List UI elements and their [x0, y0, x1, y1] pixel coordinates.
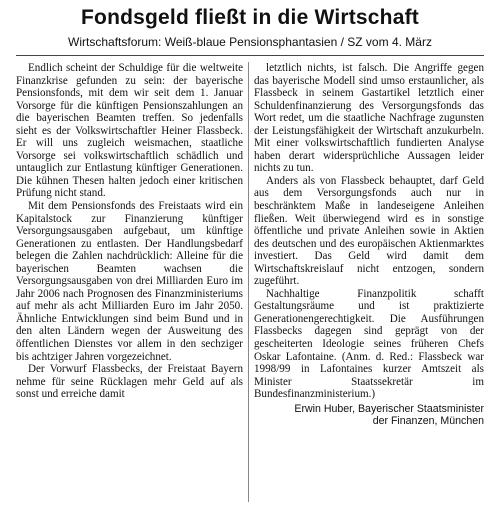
signature-line: der Finanzen, München	[372, 415, 484, 428]
paragraph: Mit dem Pensionsfonds des Freistaats wird ein Kapitalstock zur Finanzierung künftiger Versorgungsausgaben aufgebaut, um künftige Generationen zu entlasten. Der Handlungsbedarf belegen die Zahlen nachdrücklich: Alleine für die bayerischen Beamten wachsen die Versorgungsausgaben von drei Milliarden Euro im Jahr 2006 nach Prognosen des Finanzministeriums auf mehr als acht Milliarden Euro im Jahr 2050. Ähnliche Entwicklungen sind beim Bund und in den alten Ländern wegen der Ausweitung des öffentlichen Dienstes vor allem in den sechziger bis achtziger Jahren vorgezeichnet.	[16, 200, 243, 363]
signature-line: Erwin Huber, Bayerischer Staatsminister	[294, 402, 484, 415]
subheadline: Wirtschaftsforum: Weiß-blaue Pensionsphantasien / SZ vom 4. März	[68, 35, 432, 49]
author-signature	[254, 403, 484, 428]
header-rule	[16, 55, 484, 56]
paragraph: Endlich scheint der Schuldige für die weltweite Finanzkrise gefunden zu sein: der bayerische Pensionsfonds, mit dem wir seit dem 1. Januar Vorsorge für die künftigen Pensionszahlungen an die bayerischen Beamten treffen. So jedenfalls sieht es der Volkswirtschaftler Heiner Flassbeck. Er will uns zugleich weismachen, staatliche Vorsorge sei volkswirtschaftlich schädlich und untauglich zur Entlastung künftiger Generationen. Die kühnen Thesen halten jedoch einer kritischen Prüfung nicht stand.	[16, 62, 243, 200]
column-divider	[248, 62, 249, 502]
right-column	[254, 62, 484, 428]
paragraph: Nachhaltige Finanzpolitik schafft Gestaltungsräume und ist praktizierte Generationengerechtigkeit. Die Ausführungen Flassbecks dagegen sind geprägt von der gescheiterten Ideologie seines früheren Chefs Oskar Lafontaine. (Anm. d. Red.: Flassbeck war 1998/99 in Lafontaines kurzer Amtszeit als Minister Staatssekretär im Bundesfinanzministerium.)	[254, 287, 484, 401]
paragraph: Anders als von Flassbeck behauptet, darf Geld aus dem Versorgungsfonds auch nur in beschränktem Maße in landeseigene Anleihen fließen. Weit überwiegend wird es in sonstige öffentliche und private Anleihen sowie in Aktien des deutschen und des europäischen Aktienmarktes investiert. Das Geld wird damit dem Wirtschaftskreislauf nicht entzogen, sondern zugeführt.	[254, 174, 484, 288]
paragraph: letztlich nichts, ist falsch. Die Angriffe gegen das bayerische Modell sind umso erstaunlicher, als Flassbeck in seinem Gastartikel letztlich einer Schuldenfinanzierung des Versorgungsfonds das Wort redet, um die staatliche Nachfrage zugunsten der Leistungsfähigkeit der Wirtschaft anzukurbeln. Mit einer volkswirtschaftlich fundierten Analyse haben derart widersprüchliche Aussagen leider nichts zu tun.	[254, 62, 484, 175]
left-column	[16, 62, 243, 401]
headline: Fondsgeld fließt in die Wirtschaft	[81, 6, 419, 29]
paragraph: Der Vorwurf Flassbecks, der Freistaat Bayern nehme für seine Rücklagen mehr Geld auf als sonst und erreiche damit	[16, 363, 243, 401]
